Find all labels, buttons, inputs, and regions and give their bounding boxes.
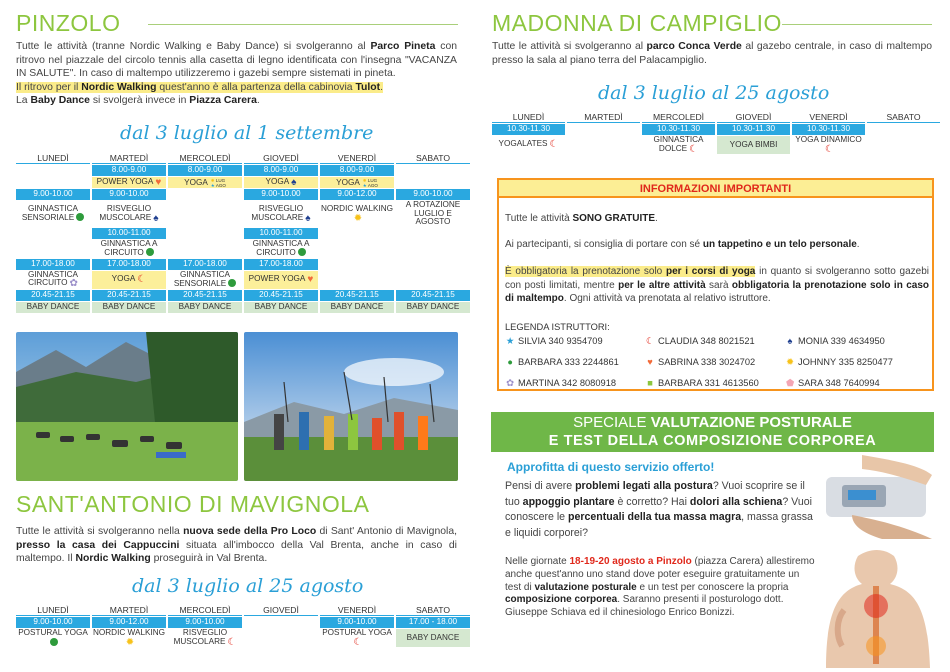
activity-cell: BABY DANCE [396, 302, 470, 313]
moon-icon: ☾ [689, 143, 699, 154]
day-header: VENERDÌ [320, 604, 394, 616]
day-header: LUNEDÌ [16, 604, 90, 616]
madonna-schedule [490, 110, 942, 155]
heart-icon: ♥ [155, 177, 162, 188]
time-slot: 17.00-18.00 [16, 259, 90, 270]
activity-cell: GINNASTICA DOLCE ☾ [653, 136, 704, 154]
day-header: MERCOLEDÌ [168, 152, 242, 164]
sun-icon: ✹ [125, 636, 135, 647]
time-slot: 9.00-10.00 [92, 189, 166, 200]
time-slot: 10.00-11.00 [244, 228, 318, 239]
nordic-meeting-note: Il ritrovo per il Nordic Walking quest'anno è alla partenza della cabinovia Tulot. [16, 81, 383, 93]
pentagon-icon: ⬟ [785, 378, 795, 388]
activity-cell [396, 177, 470, 188]
santantonio-schedule [14, 603, 472, 648]
day-header: GIOVEDÌ [244, 152, 318, 164]
nordic-walking-photo [244, 332, 458, 481]
day-header: SABATO [396, 152, 470, 164]
madonna-title-rule [782, 24, 932, 25]
speciale-questions: Pensi di avere problemi legati alla postura? Vuoi scoprire se il tuo appoggio plantare è corretto? Hai dolori alla schiena? Vuoi conoscere le percentuali della tua massa magra, massa grassa e liquidi corporei? [505, 480, 813, 539]
time-slot [244, 617, 318, 628]
time-slot [16, 165, 90, 176]
activity-cell [16, 177, 90, 188]
time-slot: 20.45-21.15 [244, 290, 318, 301]
heart-icon: ♥ [307, 274, 314, 285]
time-slot: 10.30-11.30 [792, 124, 865, 135]
foot-scanner-image [822, 455, 934, 540]
speciale-details: Nelle giornate 18-19-20 agosto a Pinzolo (piazza Carera) allestiremo anche quest'anno uno stand dove poter eseguire gratuitamente un test di valutazione posturale e un test per conoscere la propria composizione corporea. Saranno presenti il posturologo dott. Giuseppe Schiava ed il chinesiologo Enrico Bonizzi. [505, 556, 815, 619]
time-slot [168, 228, 242, 239]
time-slot: 17.00 - 18.00 [396, 617, 470, 628]
day-header: GIOVEDÌ [244, 604, 318, 616]
day-header: LUNEDÌ [16, 152, 90, 164]
time-slot: 20.45-21.15 [168, 290, 242, 301]
activity-cell: NORDIC WALKING✹ [92, 629, 166, 647]
day-header: MARTEDÌ [567, 111, 640, 123]
santantonio-description: Tutte le attività si svolgeranno nella nuova sede della Pro Loco di Sant' Antonio di Mavignola, presso la casa dei Cappuccini situata all'imbocco della Val Brenta, anche in caso di maltempo. Il Nordic Walking proseguirà in Val Brenta. [16, 526, 457, 565]
time-slot: 9.00-10.00 [244, 189, 318, 200]
time-slot: 9.00-10.00 [168, 617, 242, 628]
activity-cell [244, 629, 318, 647]
activity-cell: GINNASTICA SENSORIALE [168, 271, 242, 289]
activity-cell: POSTURAL YOGA☾ [322, 629, 392, 647]
activity-cell: POSTURAL YOGA [16, 629, 90, 647]
activity-cell [867, 136, 940, 154]
activity-cell: BABY DANCE [320, 302, 394, 313]
legend-item: ★ SILVIA 340 9354709 [505, 336, 603, 346]
activity-cell: RISVEGLIO MUSCOLARE ♠ [251, 204, 311, 224]
time-slot: 8.00-9.00 [320, 165, 394, 176]
activity-cell [567, 136, 640, 154]
time-slot [320, 259, 394, 270]
month-markers: ✹ LUG ★ AGO [210, 177, 226, 188]
legend-item: ● BARBARA 333 2244861 [505, 357, 619, 367]
moon-icon: ☾ [645, 336, 655, 346]
activity-cell: BABY DANCE [92, 302, 166, 313]
time-slot [396, 165, 470, 176]
time-slot [567, 124, 640, 135]
moon-icon: ☾ [353, 636, 363, 647]
speciale-offer: Approfitta di questo servizio offerto! [507, 460, 715, 474]
time-slot [867, 124, 940, 135]
day-header: GIOVEDÌ [717, 111, 790, 123]
time-slot: 20.45-21.15 [92, 290, 166, 301]
info-booking: È obbligatoria la prenotazione solo per i corsi di yoga in quanto si svolgeranno sotto gazebi con posti limitati, mentre per le altre attività sarà obbligatoria la prenotazione solo in caso di maltempo. Ogni attività va prenotata al relativo istruttore. [505, 266, 930, 305]
circle-icon: ● [507, 357, 513, 367]
legend-title: LEGENDA ISTRUTTORI: [505, 322, 610, 332]
time-slot: 17.00-18.00 [244, 259, 318, 270]
activity-cell: BABY DANCE [168, 302, 242, 313]
tree-icon: ♠ [153, 212, 159, 224]
legend-item: ⬟ SARA 348 7640994 [785, 378, 880, 388]
activity-cell: YOGA ☾ [92, 271, 166, 289]
pinzolo-title: PINZOLO [16, 10, 121, 36]
info-bring: Ai partecipanti, si consiglia di portare con sé un tappetino e un telo personale. [505, 239, 860, 250]
time-slot: 9.00-10.00 [396, 189, 470, 200]
day-header: MERCOLEDÌ [642, 111, 715, 123]
time-slot: 9.00-10.00 [320, 617, 394, 628]
activity-cell: RISVEGLIO MUSCOLARE ♠ [99, 204, 159, 224]
activity-cell: GINNASTICA CIRCUITO ✿ [27, 270, 79, 289]
legend-item: ■ BARBARA 331 4613560 [645, 378, 759, 388]
day-header: VENERDÌ [320, 152, 394, 164]
moon-icon: ☾ [549, 139, 559, 151]
sun-icon: ✹ [353, 212, 363, 224]
info-box [497, 178, 934, 391]
time-slot [320, 228, 394, 239]
activity-cell: YOGA DINAMICO☾ [795, 136, 862, 154]
activity-cell: GINNASTICA A CIRCUITO [100, 239, 158, 257]
tree-icon: ♠ [787, 336, 793, 346]
legend-item: ♠ MONIA 339 4634950 [785, 336, 885, 346]
santantonio-title: SANT'ANTONIO DI MAVIGNOLA [16, 491, 370, 517]
activity-cell [168, 240, 242, 258]
time-slot [396, 259, 470, 270]
star-icon: ★ [505, 336, 515, 346]
info-free: Tutte le attività SONO GRATUITE. [505, 213, 658, 224]
back-pain-image [818, 546, 934, 668]
circle-icon [50, 638, 58, 646]
activity-cell: YOGALATES ☾ [498, 139, 559, 151]
day-header: MARTEDÌ [92, 604, 166, 616]
sun-icon: ✹ [786, 357, 794, 367]
activity-cell: NORDIC WALKING✹ [320, 204, 394, 224]
activity-cell: YOGA ✹ LUG ★ AGO [320, 177, 394, 188]
pinzolo-schedule [14, 151, 472, 314]
heart-icon: ♥ [647, 357, 653, 367]
circle-icon [298, 248, 306, 256]
santantonio-dates: dal 3 luglio al 25 agosto [132, 575, 364, 597]
time-slot [396, 228, 470, 239]
moon-icon: ☾ [137, 274, 147, 285]
activity-cell [396, 240, 470, 258]
moon-icon: ☾ [227, 636, 237, 647]
time-slot: 20.45-21.15 [16, 290, 90, 301]
time-slot: 17.00-18.00 [92, 259, 166, 270]
activity-cell: A ROTAZIONE LUGLIO E AGOSTO [405, 201, 461, 226]
pinzolo-title-rule [148, 24, 458, 25]
time-slot: 9.00-12.00 [320, 189, 394, 200]
activity-cell: YOGA BIMBI [717, 136, 790, 154]
activity-cell: BABY DANCE [244, 302, 318, 313]
activity-cell: BABY DANCE [16, 302, 90, 313]
activity-cell: POWER YOGA ♥ [244, 271, 318, 289]
circle-icon [76, 213, 84, 221]
activity-cell: GINNASTICA A CIRCUITO [252, 239, 310, 257]
time-slot [168, 189, 242, 200]
tree-icon: ♠ [291, 177, 297, 188]
legend-item: ✿ MARTINA 342 8080918 [506, 378, 617, 388]
activity-cell: GINNASTICA SENSORIALE [16, 201, 90, 227]
moon-icon: ☾ [825, 143, 834, 154]
time-slot: 8.00-9.00 [92, 165, 166, 176]
time-slot: 9.00-10.00 [16, 189, 90, 200]
legend-item: ♥ SABRINA 338 3024702 [645, 357, 755, 367]
pinzolo-dates: dal 3 luglio al 1 settembre [120, 122, 374, 144]
activity-cell: YOGA ♠ [244, 177, 318, 188]
time-slot: 20.45-21.15 [396, 290, 470, 301]
legend-item: ✹ JOHNNY 335 8250477 [786, 357, 893, 367]
time-slot: 10.30-11.30 [717, 124, 790, 135]
day-header: MERCOLEDÌ [168, 604, 242, 616]
madonna-title: MADONNA DI CAMPIGLIO [492, 10, 782, 36]
time-slot: 10.00-11.00 [92, 228, 166, 239]
day-header: LUNEDÌ [492, 111, 565, 123]
flower-icon: ✿ [506, 378, 514, 388]
activity-cell [168, 201, 242, 227]
time-slot: 20.45-21.15 [320, 290, 394, 301]
month-markers: ✹ LUG ★ AGO [362, 177, 378, 188]
time-slot [16, 228, 90, 239]
time-slot: 8.00-9.00 [244, 165, 318, 176]
activity-cell: BABY DANCE [396, 629, 470, 647]
activity-cell [320, 271, 394, 289]
time-slot: 17.00-18.00 [168, 259, 242, 270]
pinzolo-description: Tutte le attività (tranne Nordic Walking e Baby Dance) si svolgeranno al Parco Pineta con ritrovo nel piazzale del circolo tennis alla casetta di legno identificata con l'insegna "VACANZA IN SALUTE". In caso di maltempo utilizzeremo i gazebi sempre sistemati in pineta. Il ritrovo per il Nordic Walking quest'anno è alla partenza della cabinovia Tulot. La Baby Dance si svolgerà invece in Piazza Carera. [16, 41, 458, 107]
info-title: INFORMAZIONI IMPORTANTI [499, 180, 932, 198]
madonna-description: Tutte le attività si svolgeranno al parco Conca Verde al gazebo centrale, in caso di maltempo presso la sala al piano terra del Palacampiglio. [492, 41, 932, 66]
speciale-banner: SPECIALE VALUTAZIONE POSTURALE E TEST DELLA COMPOSIZIONE CORPOREA [491, 412, 934, 452]
day-header: SABATO [867, 111, 940, 123]
activity-cell [16, 240, 90, 258]
activity-cell: POWER YOGA ♥ [92, 177, 166, 188]
yoga-group-photo [16, 332, 238, 481]
time-slot: 8.00-9.00 [168, 165, 242, 176]
time-slot: 9.00-10.00 [16, 617, 90, 628]
time-slot: 9.00-12.00 [92, 617, 166, 628]
activity-cell: RISVEGLIO MUSCOLARE ☾ [173, 629, 237, 647]
legend-item: ☾ CLAUDIA 348 8021521 [645, 336, 755, 346]
tree-icon: ♠ [305, 212, 311, 224]
day-header: SABATO [396, 604, 470, 616]
activity-cell [396, 271, 470, 289]
time-slot: 10.30-11.30 [642, 124, 715, 135]
madonna-dates: dal 3 luglio al 25 agosto [598, 82, 830, 104]
square-icon: ■ [647, 378, 653, 388]
activity-cell [320, 240, 394, 258]
circle-icon [146, 248, 154, 256]
day-header: VENERDÌ [792, 111, 865, 123]
time-slot: 10.30-11.30 [492, 124, 565, 135]
circle-icon [228, 279, 236, 287]
flower-icon: ✿ [69, 278, 78, 289]
activity-cell: YOGA ✹ LUG ★ AGO [168, 177, 242, 188]
day-header: MARTEDÌ [92, 152, 166, 164]
